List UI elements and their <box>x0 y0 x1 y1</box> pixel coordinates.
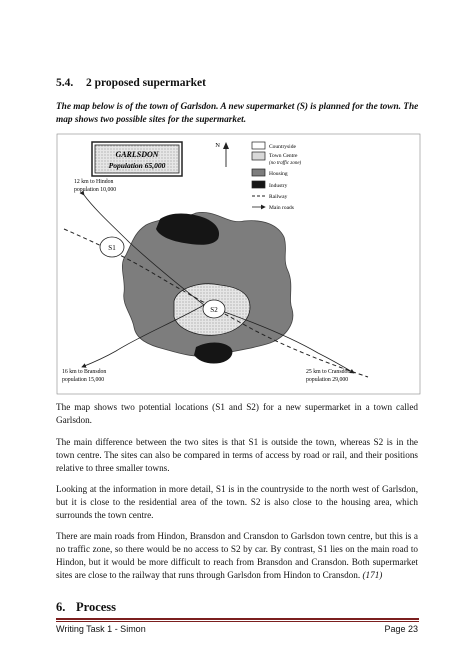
paragraph-3: Looking at the information in more detail, S1 is in the countryside to the north west of Garlsdon, but it is close to the residential area of the town. S2 is also close to the housing area, which surrounds the town centre. <box>56 484 418 520</box>
svg-text:Housing: Housing <box>269 171 288 177</box>
cransdon-label: 25 km to Cransdon <box>306 369 351 375</box>
bransdon-population: population 15,000 <box>62 377 105 383</box>
next-section-title: Process <box>76 600 117 614</box>
next-section-heading <box>56 600 116 615</box>
page-number: Page 23 <box>384 624 418 634</box>
hindon-label: 12 km to Hindon <box>74 179 114 185</box>
garlsdon-map <box>56 133 421 395</box>
map-population: Population 65,000 <box>108 161 166 170</box>
paragraph-4-text: There are main roads from Hindon, Bransdon and Cransdon to Garlsdon town centre, but this is a no traffic zone, so there would be no access to S2 by car. By contrast, S1 lies on the main road to Hindon, but it would be more difficult to reach from Bransdon and Cransdon. Both supermarket sites are close to the railway that runs through Garlsdon from Hindon to Cransdon. <box>56 531 418 580</box>
paragraph-1: The map shows two potential locations (S1 and S2) for a new supermarket in a town called Garlsdon. <box>56 402 418 425</box>
task-instructions: The map below is of the town of Garlsdon. A new supermarket (S) is planned for the town. The map shows two possible sites for the supermarket. <box>56 102 419 125</box>
svg-text:Countryside: Countryside <box>269 144 296 150</box>
paragraph-4 <box>56 530 418 582</box>
cransdon-population: population 29,000 <box>306 377 349 383</box>
svg-text:S1: S1 <box>108 244 116 252</box>
svg-text:Main roads: Main roads <box>269 205 294 211</box>
hindon-population: population 10,000 <box>74 187 117 193</box>
svg-text:S2: S2 <box>210 306 218 314</box>
svg-text:(no traffic zone): (no traffic zone) <box>269 161 302 166</box>
map-title-box <box>92 142 182 176</box>
svg-text:Industry: Industry <box>269 183 288 189</box>
section-heading <box>56 77 206 89</box>
section-number: 5.4. <box>56 77 74 89</box>
bransdon-label: 16 km to Bransdon <box>62 369 107 375</box>
next-section-number: 6. <box>56 600 66 614</box>
site-s1-marker <box>100 237 124 257</box>
site-s2-marker <box>203 300 225 318</box>
paragraph-2: The main difference between the two sites is that S1 is outside the town, whereas S2 is in the town centre. The sites can also be compared in terms of access by road or rail, and their positions relative to three smaller towns. <box>56 437 418 473</box>
footer-title: Writing Task 1 - Simon <box>56 624 146 634</box>
word-count: (171) <box>362 570 383 580</box>
map-title: GARLSDON <box>115 150 159 159</box>
svg-text:Town Centre: Town Centre <box>269 153 298 159</box>
svg-text:N: N <box>215 142 220 149</box>
footer-rule-thin <box>56 621 419 622</box>
section-title: 2 proposed supermarket <box>86 77 206 89</box>
svg-text:Railway: Railway <box>269 194 288 200</box>
footer-rule <box>56 618 419 620</box>
